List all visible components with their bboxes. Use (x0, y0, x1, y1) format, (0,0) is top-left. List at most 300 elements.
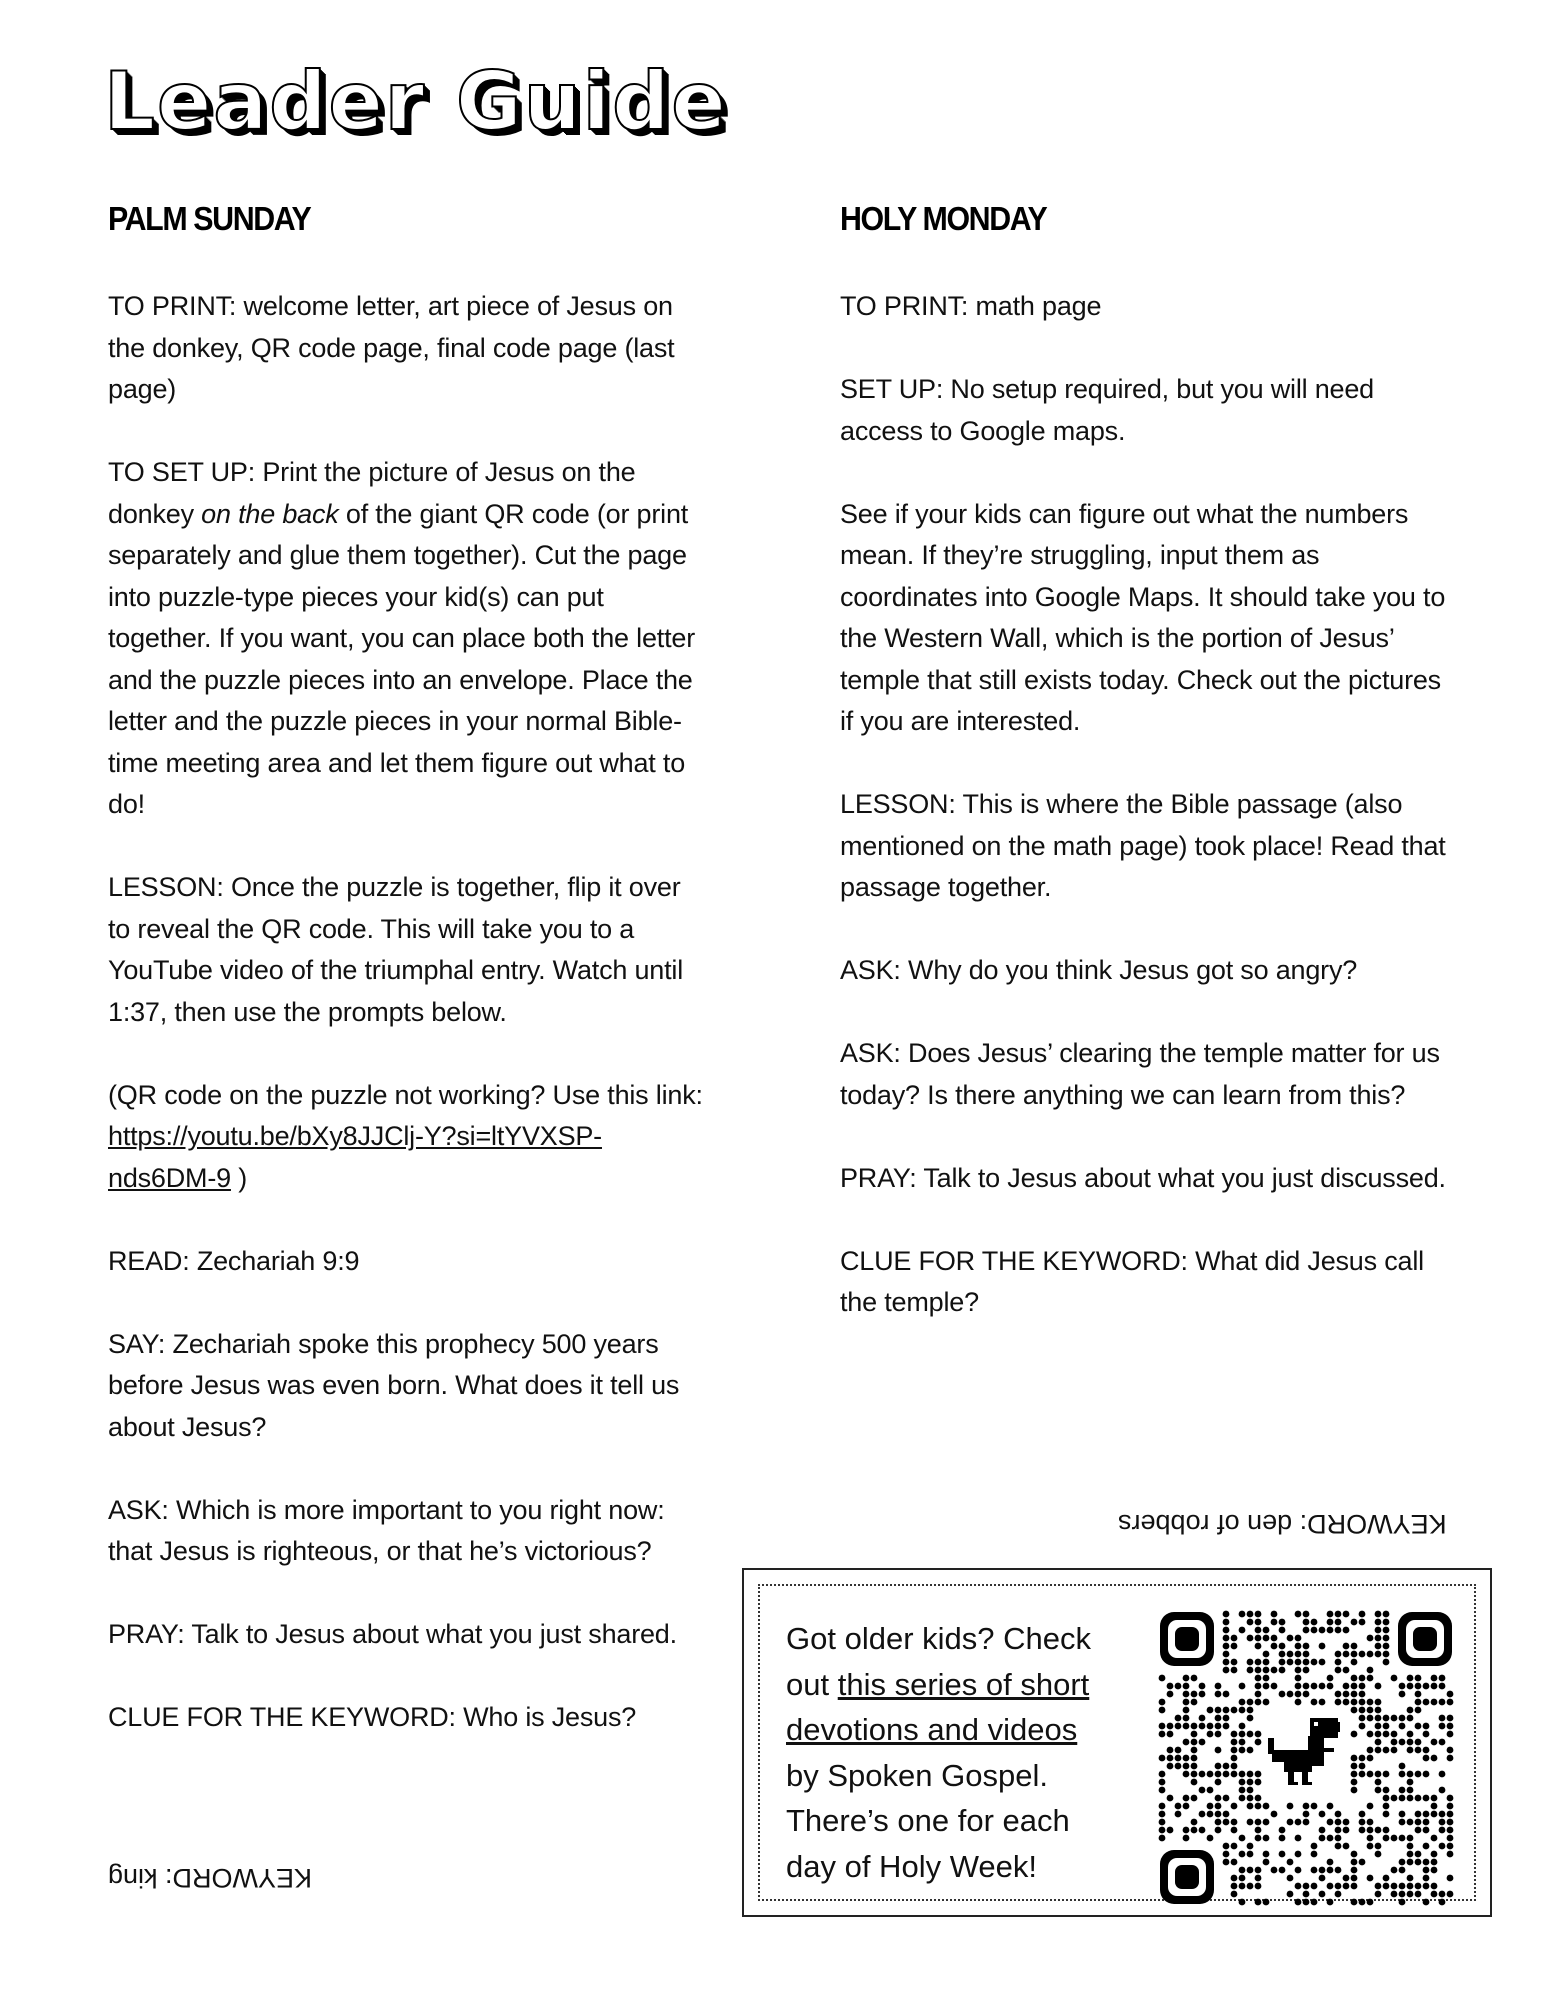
qr-dot (1231, 1763, 1238, 1770)
qr-dot (1447, 1827, 1454, 1834)
qr-dot (1255, 1827, 1262, 1834)
qr-dot (1447, 1723, 1454, 1730)
qr-dot (1447, 1691, 1454, 1698)
qr-dot (1415, 1675, 1422, 1682)
qr-dot (1303, 1691, 1310, 1698)
qr-dot (1295, 1611, 1302, 1618)
qr-dot (1351, 1619, 1358, 1626)
qr-dot (1423, 1747, 1430, 1754)
qr-dot (1255, 1683, 1262, 1690)
qr-dot (1423, 1883, 1430, 1890)
qr-dot (1311, 1627, 1318, 1634)
qr-dot (1359, 1755, 1366, 1762)
qr-dot (1439, 1675, 1446, 1682)
qr-dot (1327, 1899, 1334, 1906)
qr-dot (1351, 1731, 1358, 1738)
qr-dot (1255, 1611, 1262, 1618)
qr-dot (1223, 1795, 1230, 1802)
qr-dot (1223, 1611, 1230, 1618)
qr-dot (1303, 1627, 1310, 1634)
qr-dot (1183, 1755, 1190, 1762)
qr-dot (1415, 1691, 1422, 1698)
qr-dot (1367, 1715, 1374, 1722)
qr-dot (1335, 1811, 1342, 1818)
qr-dot (1423, 1683, 1430, 1690)
qr-dot (1311, 1683, 1318, 1690)
qr-dot (1255, 1691, 1262, 1698)
qr-dot (1263, 1651, 1270, 1658)
qr-dot (1407, 1843, 1414, 1850)
qr-dot (1311, 1851, 1318, 1858)
qr-dot (1383, 1643, 1390, 1650)
qr-dot (1223, 1723, 1230, 1730)
qr-dot (1359, 1819, 1366, 1826)
qr-code-icon[interactable] (1158, 1610, 1454, 1906)
qr-dot (1167, 1827, 1174, 1834)
qr-dot (1295, 1699, 1302, 1706)
qr-dot (1159, 1803, 1166, 1810)
qr-dot (1223, 1859, 1230, 1866)
qr-dot (1319, 1891, 1326, 1898)
qr-dot (1399, 1811, 1406, 1818)
qr-dot (1175, 1763, 1182, 1770)
qr-dot (1359, 1899, 1366, 1906)
qr-dot (1351, 1675, 1358, 1682)
qr-dot (1447, 1795, 1454, 1802)
qr-dot (1303, 1659, 1310, 1666)
qr-dot (1391, 1835, 1398, 1842)
qr-dot (1247, 1731, 1254, 1738)
qr-dot (1159, 1771, 1166, 1778)
qr-dot (1335, 1627, 1342, 1634)
qr-dot (1439, 1843, 1446, 1850)
qr-dot (1199, 1827, 1206, 1834)
qr-dot (1383, 1803, 1390, 1810)
qr-dot (1415, 1723, 1422, 1730)
qr-dot (1359, 1699, 1366, 1706)
qr-dot (1159, 1779, 1166, 1786)
qr-dot (1175, 1715, 1182, 1722)
qr-dot (1423, 1755, 1430, 1762)
qr-dot (1255, 1627, 1262, 1634)
qr-dot (1367, 1699, 1374, 1706)
qr-dot (1327, 1675, 1334, 1682)
qr-dot (1439, 1715, 1446, 1722)
qr-dot (1271, 1611, 1278, 1618)
qr-dot (1239, 1835, 1246, 1842)
qr-dot (1295, 1635, 1302, 1642)
qr-dot (1295, 1667, 1302, 1674)
qr-dot (1231, 1667, 1238, 1674)
qr-dot (1407, 1779, 1414, 1786)
qr-dot (1191, 1675, 1198, 1682)
qr-dot (1247, 1707, 1254, 1714)
qr-dot (1391, 1715, 1398, 1722)
qr-dot (1215, 1827, 1222, 1834)
qr-dot (1415, 1859, 1422, 1866)
qr-dot (1183, 1675, 1190, 1682)
qr-dot (1271, 1643, 1278, 1650)
qr-dot (1447, 1851, 1454, 1858)
qr-dot (1295, 1899, 1302, 1906)
qr-dot (1271, 1619, 1278, 1626)
qr-dot (1263, 1659, 1270, 1666)
qr-dot (1263, 1627, 1270, 1634)
qr-dot (1343, 1611, 1350, 1618)
qr-dot (1431, 1883, 1438, 1890)
qr-dot (1215, 1811, 1222, 1818)
qr-dot (1447, 1731, 1454, 1738)
qr-dot (1263, 1635, 1270, 1642)
qr-dot (1199, 1739, 1206, 1746)
qr-dot (1159, 1699, 1166, 1706)
qr-dot (1279, 1651, 1286, 1658)
qr-dot (1223, 1691, 1230, 1698)
qr-dot (1215, 1723, 1222, 1730)
qr-dot (1359, 1651, 1366, 1658)
qr-dot (1239, 1787, 1246, 1794)
qr-dot (1399, 1795, 1406, 1802)
qr-dot (1415, 1683, 1422, 1690)
qr-dot (1183, 1795, 1190, 1802)
qr-dot (1407, 1675, 1414, 1682)
qr-dot (1343, 1651, 1350, 1658)
qr-dot (1239, 1779, 1246, 1786)
qr-dot (1215, 1731, 1222, 1738)
qr-dot (1327, 1683, 1334, 1690)
qr-dot (1399, 1739, 1406, 1746)
qr-dot (1407, 1731, 1414, 1738)
qr-dot (1391, 1795, 1398, 1802)
qr-dot (1335, 1827, 1342, 1834)
qr-dot (1407, 1883, 1414, 1890)
qr-dot (1239, 1723, 1246, 1730)
qr-dot (1295, 1883, 1302, 1890)
qr-dot (1279, 1827, 1286, 1834)
qr-dot (1215, 1779, 1222, 1786)
qr-dot (1223, 1771, 1230, 1778)
qr-dot (1375, 1787, 1382, 1794)
monday-set-up: SET UP: No setup required, but you will need access to Google maps. (840, 374, 1374, 446)
qr-dot (1375, 1731, 1382, 1738)
qr-dot (1375, 1723, 1382, 1730)
qr-dot (1207, 1787, 1214, 1794)
qr-dot (1191, 1779, 1198, 1786)
qr-dot (1359, 1859, 1366, 1866)
qr-dot (1271, 1811, 1278, 1818)
qr-dot (1399, 1819, 1406, 1826)
promo-text-1: Got older kids? Check out (786, 1621, 1091, 1702)
qr-dot (1247, 1803, 1254, 1810)
qr-dot (1407, 1739, 1414, 1746)
qr-dot (1247, 1667, 1254, 1674)
qr-dot (1415, 1747, 1422, 1754)
qr-dot (1263, 1899, 1270, 1906)
qr-dot (1263, 1803, 1270, 1810)
qr-dot (1295, 1651, 1302, 1658)
qr-dot (1247, 1883, 1254, 1890)
qr-dot (1247, 1787, 1254, 1794)
qr-dot (1423, 1899, 1430, 1906)
qr-dot (1247, 1771, 1254, 1778)
qr-dot (1247, 1635, 1254, 1642)
qr-dot (1215, 1795, 1222, 1802)
qr-dot (1391, 1739, 1398, 1746)
qr-dot (1231, 1643, 1238, 1650)
qr-dot (1359, 1691, 1366, 1698)
qr-dot (1407, 1683, 1414, 1690)
qr-dot (1223, 1851, 1230, 1858)
qr-dot (1327, 1859, 1334, 1866)
qr-dot (1439, 1771, 1446, 1778)
qr-note-close: ) (230, 1162, 248, 1193)
qr-dot (1239, 1683, 1246, 1690)
qr-dot (1215, 1747, 1222, 1754)
qr-dot (1335, 1843, 1342, 1850)
qr-dot (1407, 1795, 1414, 1802)
qr-dot (1335, 1819, 1342, 1826)
qr-dot (1415, 1739, 1422, 1746)
qr-dot (1383, 1787, 1390, 1794)
qr-dot (1191, 1755, 1198, 1762)
qr-dot (1367, 1771, 1374, 1778)
qr-dot (1255, 1883, 1262, 1890)
qr-dot (1423, 1731, 1430, 1738)
qr-dot (1311, 1619, 1318, 1626)
qr-dot (1415, 1707, 1422, 1714)
qr-dot (1431, 1891, 1438, 1898)
qr-dot (1319, 1811, 1326, 1818)
qr-dot (1279, 1659, 1286, 1666)
qr-dot (1207, 1835, 1214, 1842)
qr-dot (1167, 1691, 1174, 1698)
qr-dot (1367, 1755, 1374, 1762)
qr-dot (1399, 1835, 1406, 1842)
qr-dot (1167, 1763, 1174, 1770)
qr-dot (1279, 1619, 1286, 1626)
qr-dot (1439, 1699, 1446, 1706)
qr-dot (1207, 1803, 1214, 1810)
qr-dot (1335, 1867, 1342, 1874)
qr-dot (1407, 1859, 1414, 1866)
qr-dot (1415, 1819, 1422, 1826)
qr-dot (1231, 1707, 1238, 1714)
qr-dot (1247, 1659, 1254, 1666)
qr-dot (1431, 1835, 1438, 1842)
palm-qr-note (108, 1075, 708, 1200)
palm-setup-text-2: of the giant QR code (or print separately and glue them together). Cut the page into puzzle-type pieces your kid(s) can put together. If you want, you can place both the letter and the puzzle pieces into an envelope. Place the letter and the puzzle pieces in your normal Bible-time meeting area and let them figure out what to do! (108, 498, 695, 819)
qr-dot (1231, 1883, 1238, 1890)
qr-dot (1247, 1843, 1254, 1850)
monday-to-print: TO PRINT: math page (840, 291, 1102, 321)
qr-dot (1247, 1795, 1254, 1802)
qr-dot (1223, 1635, 1230, 1642)
qr-dot (1207, 1731, 1214, 1738)
qr-dot (1175, 1811, 1182, 1818)
qr-dot (1351, 1779, 1358, 1786)
qr-dot (1167, 1723, 1174, 1730)
palm-sunday-column (108, 198, 708, 1780)
qr-dot (1407, 1835, 1414, 1842)
qr-dot (1199, 1723, 1206, 1730)
qr-dot (1367, 1835, 1374, 1842)
qr-dot (1423, 1843, 1430, 1850)
qr-dot (1183, 1803, 1190, 1810)
qr-dot (1239, 1771, 1246, 1778)
qr-dot (1231, 1859, 1238, 1866)
qr-dot (1335, 1611, 1342, 1618)
qr-dot (1303, 1683, 1310, 1690)
qr-dot (1215, 1691, 1222, 1698)
qr-dot (1303, 1651, 1310, 1658)
qr-dot (1423, 1827, 1430, 1834)
qr-dot (1191, 1819, 1198, 1826)
qr-dot (1439, 1899, 1446, 1906)
qr-dot (1431, 1739, 1438, 1746)
qr-dot (1383, 1811, 1390, 1818)
qr-dot (1263, 1819, 1270, 1826)
qr-dot (1367, 1651, 1374, 1658)
qr-dot (1223, 1843, 1230, 1850)
qr-dot (1279, 1643, 1286, 1650)
qr-dot (1383, 1611, 1390, 1618)
promo-text-2: by Spoken Gospel. There’s one for each day of Holy Week! (786, 1757, 1070, 1884)
qr-dot (1263, 1675, 1270, 1682)
qr-dot (1239, 1627, 1246, 1634)
qr-dot (1271, 1667, 1278, 1674)
qr-dot (1263, 1835, 1270, 1842)
qr-dot (1287, 1691, 1294, 1698)
qr-dot (1335, 1691, 1342, 1698)
palm-say: SAY: Zechariah spoke this prophecy 500 years before Jesus was even born. What does it tell us about Jesus? (108, 1328, 680, 1442)
qr-dot (1335, 1883, 1342, 1890)
qr-dot (1183, 1827, 1190, 1834)
qr-dot (1311, 1659, 1318, 1666)
qr-dot (1399, 1787, 1406, 1794)
qr-dot (1431, 1675, 1438, 1682)
qr-dot (1295, 1683, 1302, 1690)
youtube-link[interactable]: https://youtu.be/bXy8JJClj-Y?si=ltYVXSP-nds6DM-9 (108, 1121, 602, 1193)
promo-dotted-border (758, 1584, 1476, 1901)
palm-setup-italic: on the back (201, 498, 339, 529)
qr-dot (1183, 1771, 1190, 1778)
qr-dot (1447, 1843, 1454, 1850)
qr-dot (1423, 1771, 1430, 1778)
qr-dot (1343, 1627, 1350, 1634)
qr-dot (1343, 1843, 1350, 1850)
holy-monday-column (840, 198, 1460, 1365)
qr-dot (1311, 1867, 1318, 1874)
qr-dot (1183, 1683, 1190, 1690)
qr-dot (1311, 1883, 1318, 1890)
qr-dot (1215, 1819, 1222, 1826)
qr-dot (1247, 1699, 1254, 1706)
qr-dot (1359, 1827, 1366, 1834)
qr-dot (1223, 1667, 1230, 1674)
qr-dot (1343, 1819, 1350, 1826)
qr-dot (1223, 1819, 1230, 1826)
qr-dot (1303, 1891, 1310, 1898)
qr-dot (1343, 1699, 1350, 1706)
qr-dot (1431, 1859, 1438, 1866)
qr-dot (1423, 1723, 1430, 1730)
qr-dot (1335, 1651, 1342, 1658)
qr-dot (1255, 1635, 1262, 1642)
qr-dot (1319, 1699, 1326, 1706)
qr-dot (1303, 1803, 1310, 1810)
qr-dot (1391, 1675, 1398, 1682)
qr-dot (1159, 1675, 1166, 1682)
qr-dot (1383, 1771, 1390, 1778)
qr-dot (1303, 1643, 1310, 1650)
palm-ask: ASK: Which is more important to you right now: that Jesus is righteous, or that he’s victorious? (108, 1494, 665, 1566)
qr-dot (1159, 1755, 1166, 1762)
qr-dot (1359, 1683, 1366, 1690)
qr-dot (1415, 1891, 1422, 1898)
qr-dot (1279, 1851, 1286, 1858)
qr-dot (1351, 1691, 1358, 1698)
qr-dot (1191, 1723, 1198, 1730)
qr-dot (1375, 1619, 1382, 1626)
qr-dot (1319, 1627, 1326, 1634)
qr-dot (1391, 1867, 1398, 1874)
qr-dot (1167, 1747, 1174, 1754)
qr-dot (1287, 1819, 1294, 1826)
qr-dot (1343, 1883, 1350, 1890)
qr-dot (1231, 1803, 1238, 1810)
qr-dot (1399, 1763, 1406, 1770)
qr-dot (1239, 1795, 1246, 1802)
qr-dot (1207, 1707, 1214, 1714)
qr-dot (1175, 1747, 1182, 1754)
qr-dot (1375, 1827, 1382, 1834)
qr-dot (1223, 1715, 1230, 1722)
qr-dot (1399, 1683, 1406, 1690)
qr-dot (1431, 1803, 1438, 1810)
qr-dot (1407, 1747, 1414, 1754)
palm-setup-text-1: TO SET UP: Print the picture of Jesus on the donkey (108, 457, 636, 529)
qr-dot (1375, 1779, 1382, 1786)
qr-dot (1351, 1651, 1358, 1658)
qr-dot (1231, 1739, 1238, 1746)
qr-dot (1439, 1683, 1446, 1690)
qr-dot (1343, 1683, 1350, 1690)
qr-dot (1447, 1811, 1454, 1818)
qr-dot (1311, 1803, 1318, 1810)
qr-dot (1375, 1891, 1382, 1898)
qr-dot (1191, 1747, 1198, 1754)
qr-dot (1343, 1667, 1350, 1674)
qr-dot (1215, 1715, 1222, 1722)
qr-dot (1375, 1715, 1382, 1722)
qr-dot (1391, 1731, 1398, 1738)
qr-dot (1439, 1891, 1446, 1898)
spoken-gospel-link[interactable]: this series of short devotions and videos (786, 1666, 1090, 1747)
qr-dot (1375, 1747, 1382, 1754)
qr-dot (1351, 1699, 1358, 1706)
qr-dot (1407, 1819, 1414, 1826)
qr-dot (1239, 1747, 1246, 1754)
qr-dot (1263, 1699, 1270, 1706)
qr-dot (1191, 1795, 1198, 1802)
qr-dot (1239, 1731, 1246, 1738)
qr-dot (1231, 1755, 1238, 1762)
qr-dot (1399, 1867, 1406, 1874)
qr-dot (1447, 1747, 1454, 1754)
qr-dot (1287, 1651, 1294, 1658)
qr-dot (1367, 1803, 1374, 1810)
qr-dot (1407, 1715, 1414, 1722)
